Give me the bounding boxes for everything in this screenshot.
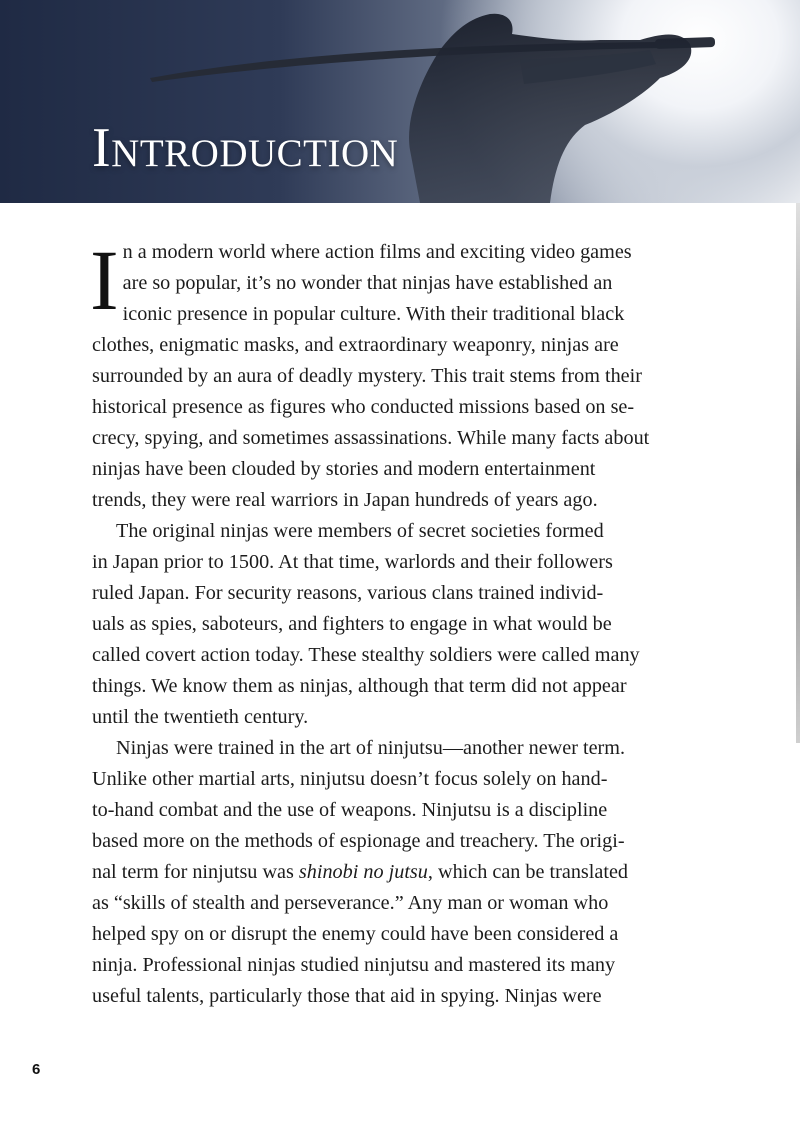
text-line: useful talents, particularly those that aid in spying. Ninjas were <box>92 985 602 1007</box>
text-line: things. We know them as ninjas, although that term did not appear <box>92 675 627 697</box>
drop-cap: I <box>90 232 119 328</box>
text-line: ninja. Professional ninjas studied ninjutsu and mastered its many <box>92 954 616 976</box>
page-edge-shadow <box>796 203 800 743</box>
text-line: ruled Japan. For security reasons, various clans trained individ- <box>92 582 604 604</box>
text-line: helped spy on or disrupt the enemy could have been considered a <box>92 923 619 945</box>
text-line: ninjas have been clouded by stories and modern entertainment <box>92 458 596 480</box>
paragraph-2 <box>92 516 708 733</box>
page-number: 6 <box>32 1061 41 1078</box>
text-line: to-hand combat and the use of weapons. Ninjutsu is a discipline <box>92 799 608 821</box>
text-line: in Japan prior to 1500. At that time, warlords and their followers <box>92 551 613 573</box>
text-line-with-italic <box>92 857 708 888</box>
text-line: surrounded by an aura of deadly mystery. This trait stems from their <box>92 365 642 387</box>
text-line: until the twentieth century. <box>92 706 309 728</box>
text-line: called covert action today. These stealthy soldiers were called many <box>92 644 640 666</box>
paragraph-1 <box>90 232 708 516</box>
text-line: The original ninjas were members of secret societies formed <box>116 520 604 542</box>
italic-term: shinobi no jutsu <box>298 861 428 883</box>
text-segment: , which can be translated <box>427 861 629 883</box>
text-segment: nal term for ninjutsu was <box>92 861 299 883</box>
text-line: as “skills of stealth and perseverance.” Any man or woman who <box>92 892 609 914</box>
paragraph-3 <box>92 733 708 1012</box>
text-line: clothes, enigmatic masks, and extraordinary weaponry, ninjas are <box>92 334 619 356</box>
text-line: iconic presence in popular culture. With their traditional black <box>122 303 625 325</box>
text-line: n a modern world where action films and exciting video games <box>122 241 632 263</box>
page-title: Introduction <box>92 117 399 179</box>
body-text <box>90 232 708 1012</box>
text-line: based more on the methods of espionage and treachery. The origi- <box>92 830 625 852</box>
text-line: trends, they were real warriors in Japan hundreds of years ago. <box>92 489 598 511</box>
header-banner <box>0 0 800 203</box>
text-line: uals as spies, saboteurs, and fighters to engage in what would be <box>92 613 612 635</box>
text-line: historical presence as figures who conducted missions based on se- <box>92 396 635 418</box>
text-line: Unlike other martial arts, ninjutsu doesn’t focus solely on hand- <box>92 768 608 790</box>
text-line: are so popular, it’s no wonder that ninjas have established an <box>122 272 613 294</box>
text-line: crecy, spying, and sometimes assassinations. While many facts about <box>92 427 650 449</box>
text-line: Ninjas were trained in the art of ninjutsu—another newer term. <box>116 737 626 759</box>
